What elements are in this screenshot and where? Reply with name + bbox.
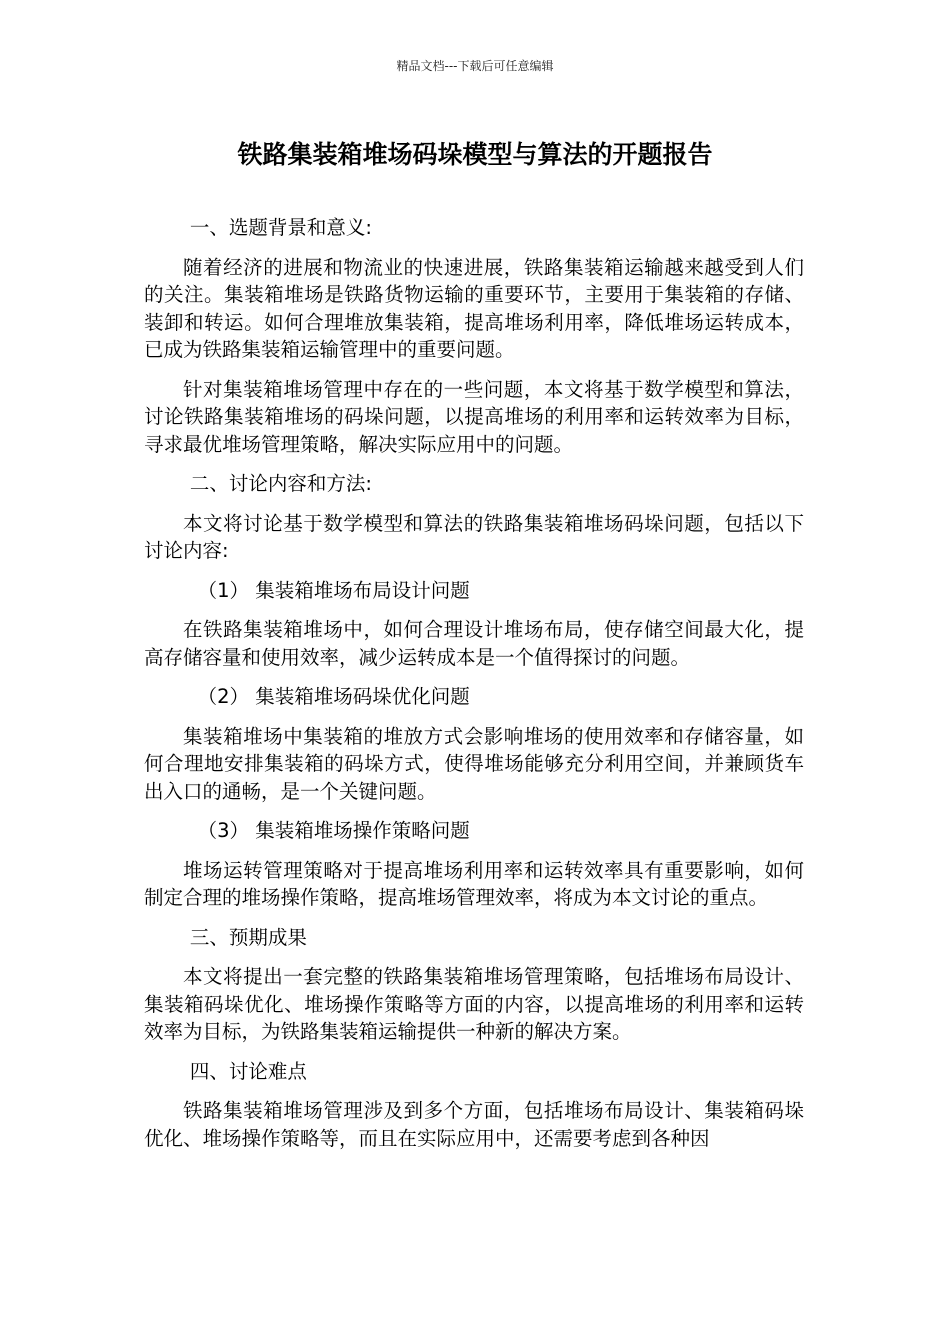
subheading-layout-design: （1） 集装箱堆场布局设计问题 <box>197 578 470 602</box>
section-heading-expected-results: 三、预期成果 <box>189 925 307 949</box>
paragraph-layout-design: 在铁路集装箱堆场中，如何合理设计堆场布局，使存储空间最大化，提高存储容量和使用效率，减少运转成本是一个值得探讨的问题。 <box>144 618 804 669</box>
paragraph-background-1: 随着经济的进展和物流业的快速进展，铁路集装箱运输越来越受到人们的关注。集装箱堆场是铁路货物运输的重要环节，主要用于集装箱的存储、装卸和转运。如何合理堆放集装箱，提高堆场利用率，降低堆场运转成本，已成为铁路集装箱运输管理中的重要问题。 <box>144 255 804 361</box>
paragraph-background-2: 针对集装箱堆场管理中存在的一些问题，本文将基于数学模型和算法，讨论铁路集装箱堆场的码垛问题，以提高堆场的利用率和运转效率为目标，寻求最优堆场管理策略，解决实际应用中的问题。 <box>144 377 804 456</box>
paragraph-stacking-optimization: 集装箱堆场中集装箱的堆放方式会影响堆场的使用效率和存储容量，如何合理地安排集装箱的码垛方式，使得堆场能够充分利用空间，并兼顾货车出入口的通畅，是一个关键问题。 <box>144 724 804 803</box>
paragraph-content-intro: 本文将讨论基于数学模型和算法的铁路集装箱堆场码垛问题，包括以下讨论内容: <box>144 511 804 562</box>
document-body <box>144 214 804 1164</box>
paragraph-expected-results: 本文将提出一套完整的铁路集装箱堆场管理策略，包括堆场布局设计、集装箱码垛优化、堆场操作策略等方面的内容，以提高堆场的利用率和运转效率为目标，为铁路集装箱运输提供一种新的解决方案。 <box>144 965 804 1043</box>
header-note: 精品文档---下载后可任意编辑 <box>396 59 554 73</box>
document-title: 铁路集装箱堆场码垛模型与算法的开题报告 <box>237 140 713 169</box>
paragraph-difficulties: 铁路集装箱堆场管理涉及到多个方面，包括堆场布局设计、集装箱码垛优化、堆场操作策略等，而且在实际应用中，还需要考虑到各种因 <box>144 1099 804 1150</box>
subheading-stacking-optimization: （2） 集装箱堆场码垛优化问题 <box>197 685 470 708</box>
paragraph-operation-strategy: 堆场运转管理策略对于提高堆场利用率和运转效率具有重要影响，如何制定合理的堆场操作策略，提高堆场管理效率，将成为本文讨论的重点。 <box>144 858 804 909</box>
section-heading-content: 二、讨论内容和方法: <box>189 472 372 495</box>
section-heading-difficulties: 四、讨论难点 <box>189 1059 307 1083</box>
section-heading-background: 一、选题背景和意义: <box>189 216 372 239</box>
subheading-operation-strategy: （3） 集装箱堆场操作策略问题 <box>197 819 470 842</box>
